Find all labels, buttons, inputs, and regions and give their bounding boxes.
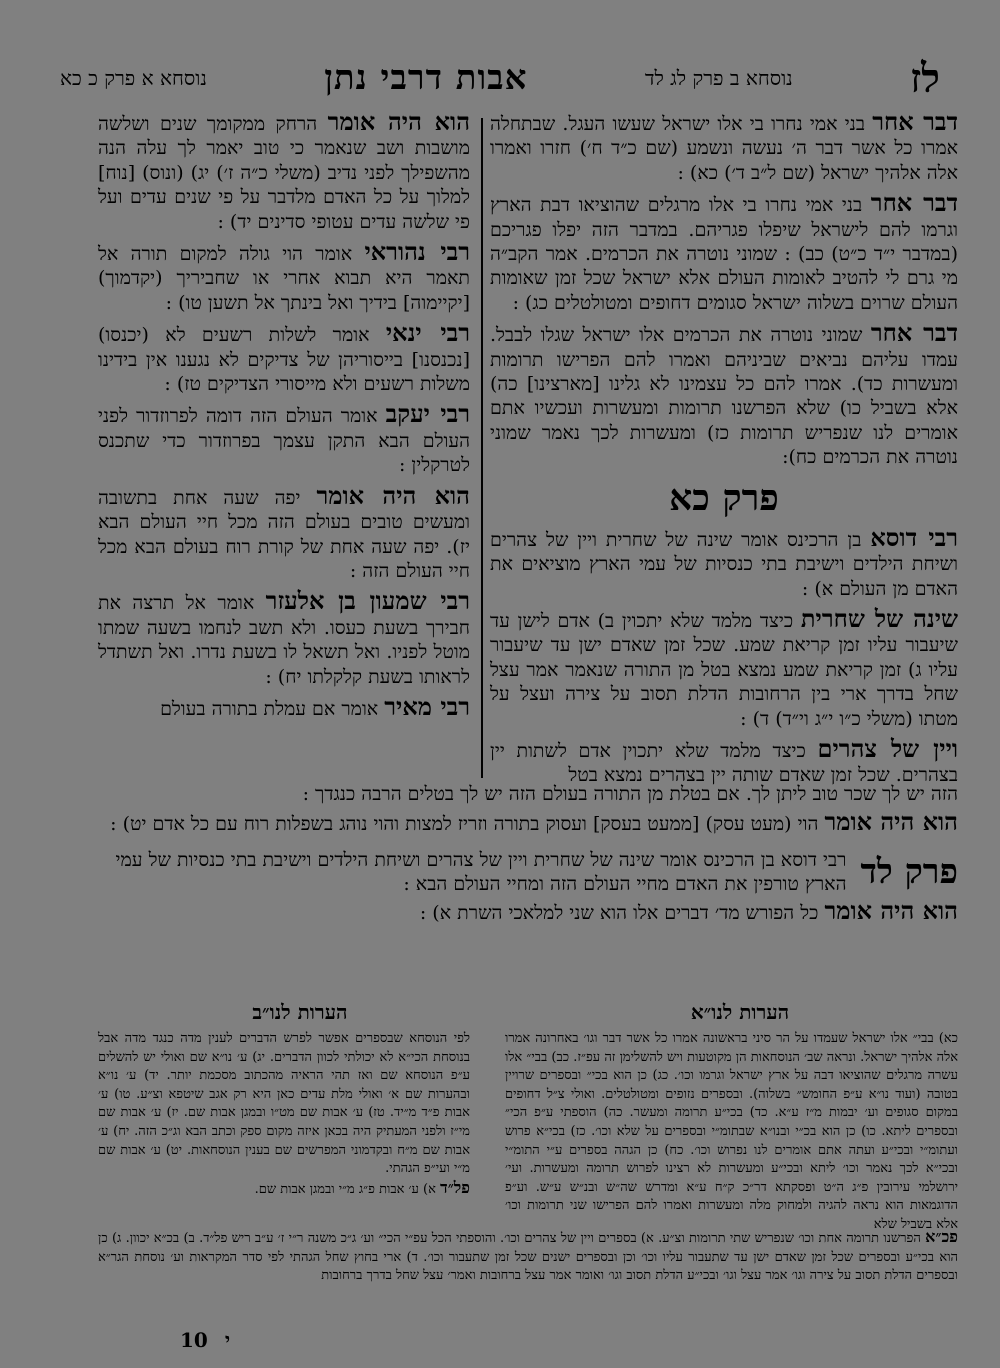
notes-a: כא) בבי״ אלו ישראל שעמדו על הר סיני בראשונה אמרו כל אשר דבר וגו׳ באחרונה אמרו אלה אלהיך ישראל. ונראה שב׳ הנוסחאות הן מקוטעות ויש להשלימן זה עפ״ז. כב) בבי״ אלו עשרה מרגלים שהוציאו דבה על ארץ ישראל וגרמו וכו׳. כג) כן הוא בכי״ ובספרים שרויין בטובה (ועוד נו״א ע״פ החומש״ בשלוה). ובספרים נזופים ומטולטלים. ואולי צ״ל דחופים במקום סגופים וע׳ יבמות מ״ז ע״א. כד) בכי״ע תרומה ומעשר. כה) הוספתי ע״פ הכי״ ובספרים ליתא. כו) כן הוא בכ״י ובנו״א שבתומ״י ובספרים על שלא וכו׳. כז) בכי״א פרוש ועתומ״י ובכי״ע ועתה אתם אומרים לנו נפרוש וכו׳. כח) כן הגהה בספרים ע״י התומ״י ובכי״א לכך נאמר וכו׳ ליתא ובכי״ע ומעשרות לא רצינו לפרוש תרומה ומעשרות. ועי׳ ירושלמי עירובין פ״ג ה״ט ופסקתא דר״כ ק״ח ע״א ומדרש שה״ש ובנ״ש ע״ש. וע״פ הדוגמאות הוא נראה להגיה ולמחוק מלה ומעשרות ואמרו להם הפרישו שני תרומות וכו׳ אלא בשביל שלא [505, 1031, 958, 1232]
paragraph-lead: שינה של שחרית [800, 603, 958, 633]
notes-heading-b: הערות לנו״ב [252, 1000, 348, 1024]
paragraph-text: בני אמי נחרו בי אלו ישראל שעשו העגל. שבתחלה אמרו כל אשר דבר ה׳ נעשה ונשמע (שם כ״ד ח׳) חזרו ואמרו אלה אלהיך ישראל (שם ל״ב ד׳) כא) : [490, 113, 958, 184]
paragraph-text: הוי (מעט עסק) [ממעט בעסק] ועסוק בתורה וזריז למצות והוי נוהג בשפלות רוח עם כל אדם יט) : [110, 813, 819, 836]
chapter-heading: פרק לד [860, 852, 958, 892]
paragraph-lead: רבי מאיר [384, 691, 470, 721]
notes-text: א) ע׳ אבות פ״ג מ״י ובמגן אבות שם. [254, 1181, 436, 1197]
paragraph-text: רבי דוסא בן הרכינס אומר שינה של שחרית ויין של צהרים ושיחת הילדים וישיבת בתי כנסיות של עמי הארץ טורפין את האדם מחיי העולם הזה ומחיי העולם הבא : [115, 849, 847, 896]
paragraph [98, 586, 470, 689]
chapter-heading: פרק כא [669, 476, 779, 519]
paragraph [98, 895, 958, 925]
page-number-arabic: 10 [180, 1328, 208, 1352]
paragraph [98, 480, 470, 584]
paragraph-lead: הוא היה אומר [316, 480, 470, 510]
paragraph [490, 603, 958, 731]
notes-text: הפרשנו תרומה אחת וכו׳ שנפריש שתי תרומות וצ״ע. א) בספרים ויין של צהרים וכו׳. והוספתי הכל עפ״י הכי״ וע׳ ג״כ משנה ר״י ז׳ ע״ב ריש פל״ד. ב) בכ״א יכוון. ג) כן הוא בכי״ע ובספרים שכל זמן שאדם ישן עד שתעבור עליו וכו׳ וכן ובספרים ישנים שכל זמן שתעבור וכו׳. ד) ארי בחוץ שחל הגהתי לפי סדר המקראות וע׳ נוסחת הגר״א ובספרים הדלת תסוב על צירה וגו׳ אמר עצל וגו׳ ובכי״ע הדלת תסוב וגו׳ ואומר אמר עצל ברחובות ואמר׳ עצל שחל בדרך ברחובות [98, 1231, 958, 1284]
paragraph-text: שמוני נוטרה את הכרמים אלו ישראל שגלו לבבל. עמדו עליהם נביאים שביניהם ואמרו להם הפרישו תרומות ומעשרות כד). אמרו להם כל עצמינו לא גלינו [מארצינו] כה) אלא בשביל כו) שלא הפרשנו תרומות ומעשרות ועכשיו אתם אומרים לנו שנפריש תרומות כז) ומעשרות לכך נאמר שמוני נוטרה את הכרמים כח): [490, 324, 958, 469]
left-version-ref: נוסחא ב פרק לג לד [644, 65, 793, 90]
paragraph [490, 188, 958, 315]
paragraph-lead: רבי דוסא [870, 522, 959, 552]
paragraph-text: אומר הוי גולה למקום תורה אל תאמר היא תבוא אחרי או שחביריך (יקדמוך) [יקיימוה] בידיך ואל בינתך אל תשען טו) : [98, 243, 470, 314]
notes-continuation [98, 1228, 958, 1286]
paragraph-text: כיצד מלמד שלא יתכוין אדם לשתות יין בצהרים. שכל זמן שאדם שותה יין בצהרים נמצא בטל [490, 739, 958, 787]
page-header [60, 54, 940, 102]
paragraph-text: כל הפורש מד׳ דברים אלו הוא שני למלאכי השרת א) : [419, 901, 819, 924]
paragraph [490, 318, 958, 469]
paragraph-lead: רבי ינאי [385, 318, 470, 348]
paragraph [98, 807, 958, 837]
paragraph-text: אומר העולם הזה דומה לפרוזדור לפני העולם הבא התקן עצמך בפרוזדור כדי שתכנס לטרקלין : [98, 405, 470, 477]
paragraph [98, 318, 470, 396]
full-width-text [98, 782, 958, 841]
paragraph-lead: הוא היה אומר [824, 895, 958, 925]
page-number-hebrew: י [224, 1328, 231, 1352]
paragraph-lead: רבי שמעון בן אלעזר [265, 586, 470, 616]
paragraph-lead: דבר אחר [870, 188, 958, 218]
paragraph [490, 107, 958, 185]
notes-lead: פל״ד [440, 1177, 470, 1197]
paragraph-lead: רבי יעקב [385, 399, 471, 429]
paragraph [490, 733, 958, 788]
paragraph [98, 691, 470, 721]
paragraph [98, 237, 470, 315]
left-column [98, 107, 471, 727]
notes-b [98, 1030, 470, 1199]
paragraph-text: בן הרכינס אומר שינה של שחרית ויין של צהרים ושיחת הילדים וישיבת בתי כנסיות של עמי הארץ מוציאים את האדם מן העולם א) : [490, 528, 958, 600]
paragraph: הזה יש לך שכר טוב ליתן לך. אם בטלת מן התורה בעולם הזה יש לך בטלים הרבה כנגדך : [302, 783, 958, 805]
paragraph-lead: דבר אחר [872, 107, 958, 136]
paragraph-text: אומר אם עמלת בתורה בעולם [160, 697, 379, 720]
column-divider [481, 118, 483, 778]
paragraph-lead: הוא היה אומר [824, 807, 958, 837]
paragraph-text: בני אמי נחרו בי אלו מרגלים שהוציאו דבת הארץ וגרמו להם לישראל שיפלו פגריהם. במדבר הזה יפלו פגריכם (במדבר י״ד כ״ט) כב) : שמוני נוטרה את הכרמים. אמר הקב״ה מי גרם לי להטיב לאומות העולם אלא ישראל שכל זמן שאומות העולם שרוים בשלוה ישראל סגומים דחופים ומטולטלים כג) : [490, 194, 958, 314]
right-version-ref: נוסחא א פרק כ כא [60, 65, 207, 90]
notes-heading-a: הערות לנו״א [690, 1000, 790, 1024]
right-column [490, 107, 959, 794]
paragraph-lead: ויין של צהרים [817, 733, 958, 763]
paragraph-lead: דבר אחר [870, 318, 958, 348]
paragraph-text: כיצד מלמד שלא יתכוין ב) אדם לישן עד שיעבור עליו זמן קריאת שמע. שכל זמן שאדם ישן עד שיעבור עליו ג) זמן קריאת שמע נמצא בטל מן התורה שנאמר אמר עצל שחל בדרך ארי בין הרחובות הדלת תסוב על צירה ועצל על מטתו (משלי כ״ו י״ג וי״ד) ד) : [490, 609, 958, 730]
page-title: אבות דרבי נתן [324, 58, 528, 98]
paragraph [98, 107, 470, 234]
paragraph-text: יפה שעה אחת בתשובה ומעשים טובים בעולם הזה מכל חיי העולם הבא יז). יפה שעה אחת של קורת רוח בעולם הבא מכל חיי העולם הזה : [98, 486, 470, 582]
chapter-34-block [98, 848, 958, 925]
paragraph-text: אומר לשלות רשעים לא (יכנסו) [נכנסנו] בייסוריהן של צדיקים לא נגענו אין בידינו משלות רשעים ולא מייסורי הצדיקים טז) : [98, 324, 470, 396]
paragraph [98, 399, 471, 477]
paragraph [490, 522, 959, 601]
paragraph-text: הרחק ממקומך שנים ושלשה מושבות ושב שנאמר כי טוב יאמר לך עלה הנה מהשפילך לפני נדיב (משלי כ״ה ז׳) יג) (ונוס) [נוח] למלוך על כל האדם מלדבר על פי שנים עדים ועל פי שלשה עדים עטופי סדינים יד) : [98, 113, 470, 233]
page-letters: לז [910, 54, 940, 102]
notes-lead: פכ״א [925, 1227, 958, 1246]
page-number [180, 1328, 240, 1353]
paragraph-lead: רבי נהוראי [364, 237, 470, 267]
notes-text: לפי הנוסחא שבספרים אפשר לפרש הדברים לענין מדה כנגד מדה אבל בנוסחת הכי״א לא יכולתי לכוון הדברים. יג) ע׳ נו״א שם ואולי יש להשלים ע״פ הנוסחא שם ואז תהי הראיה מהכתוב מסכמת יותר. יד) ע׳ נו״א ובהערות שם א׳ ואולי מלת עדים כאן היא רק אגב שיטפא וצ״ע. טו) ע׳ אבות פ״ד מ״יד. טז) ע׳ אבות שם מט״ו ובמגן אבות שם. יז) ע׳ אבות שם מי״ז ולפני המעתיק היה בכאן איזה מקום ספק וכתב הבא וג״כ הזה. יח) ע׳ אבות שם מ״ח ובקדמוני המפרשים שם בענין הנוסחאות. יט) ע׳ אבות שם מ״י ועי״פ הגהתי. [98, 1031, 470, 1177]
paragraph-lead: הוא היה אומר [327, 107, 470, 136]
paragraph-text: אומר אל תרצה את חבירך בשעת כעסו. ולא תשב לנחמו בשעה שמתו מוטל לפניו. ואל תשאל לו בשעת נדרו. ואל תשתדל לראותו בשעת קלקלתו יח) : [98, 592, 470, 688]
